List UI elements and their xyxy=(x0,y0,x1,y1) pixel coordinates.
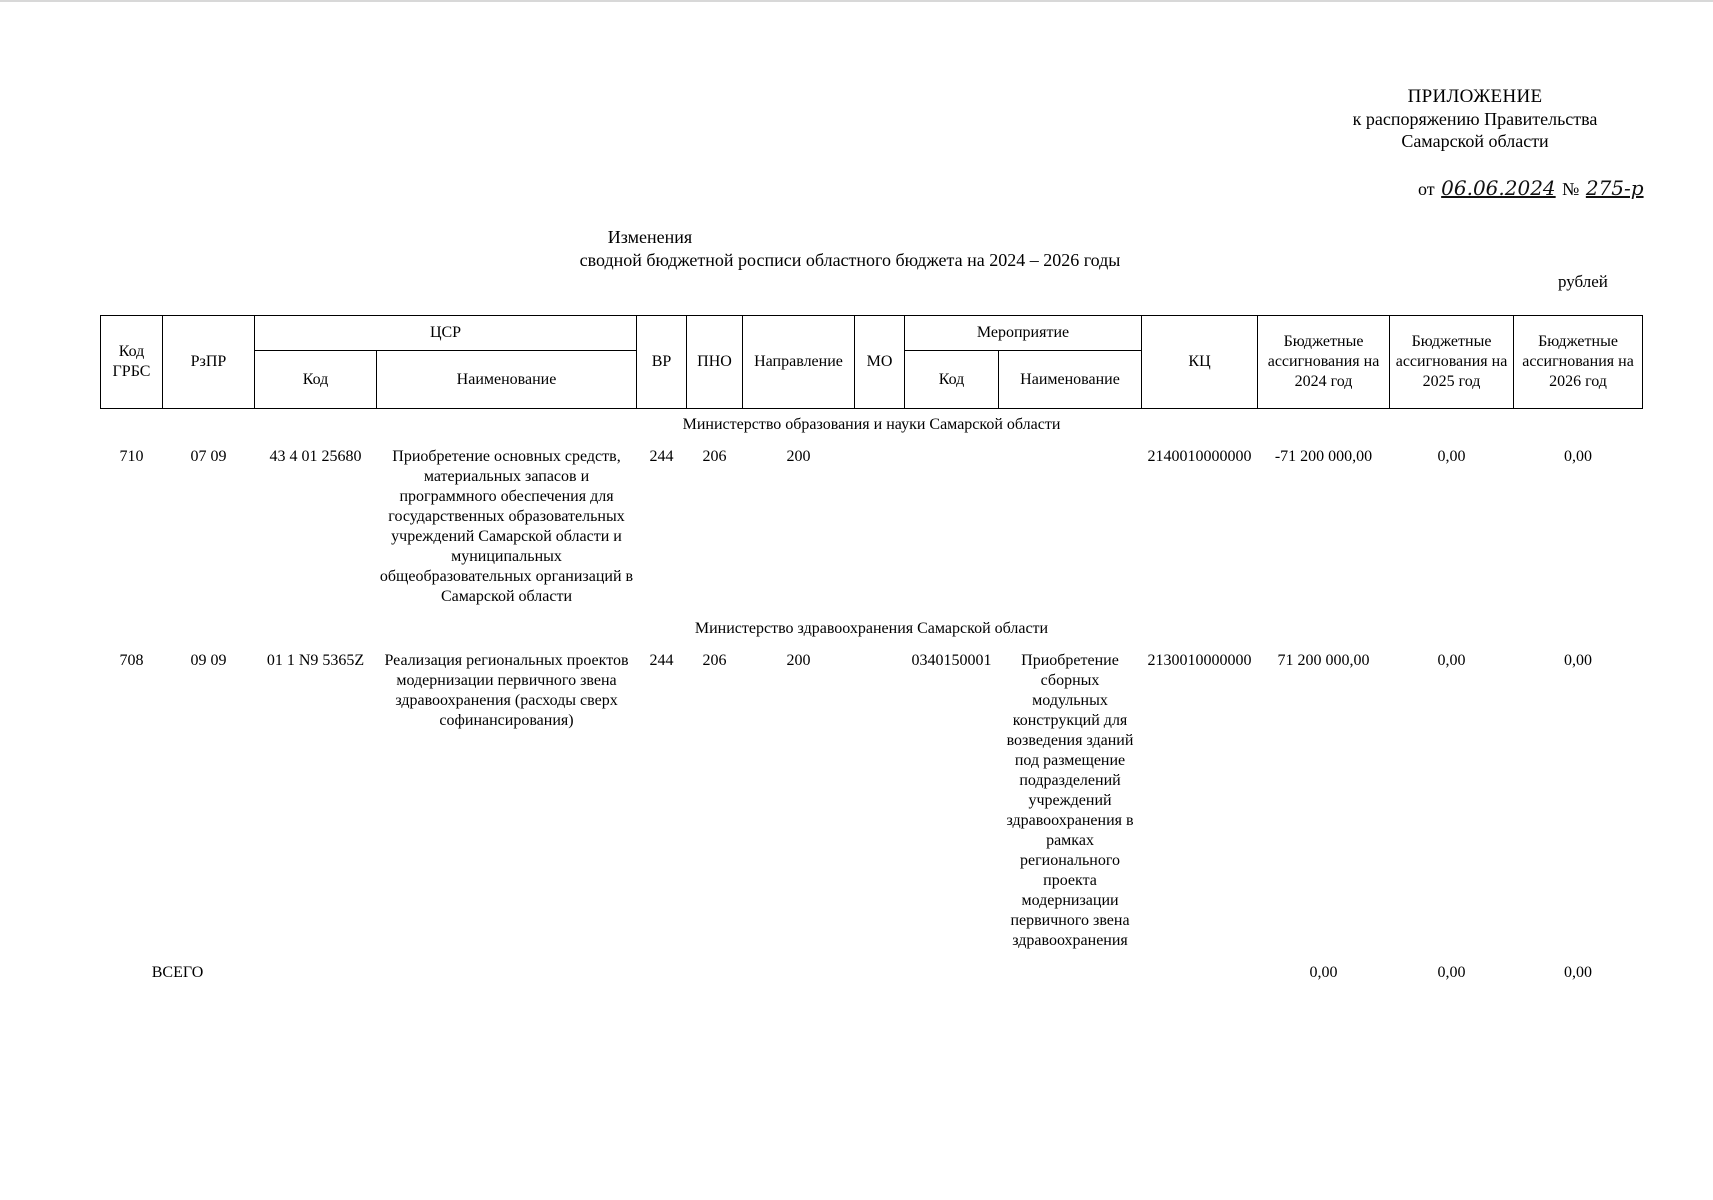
scan-edge xyxy=(0,0,1713,2)
table-row xyxy=(101,441,1643,613)
cell-kc: 2140010000000 xyxy=(1147,448,1252,465)
decree-line xyxy=(1418,176,1646,200)
total-row xyxy=(101,957,1643,989)
header-csr-code: Код xyxy=(255,351,377,409)
total-2026: 0,00 xyxy=(1564,964,1593,981)
appendix-title: ПРИЛОЖЕНИЕ xyxy=(1407,86,1543,107)
header-direction: Направление xyxy=(743,316,855,409)
cell-event-code: 0340150001 xyxy=(911,652,992,669)
header-vr: ВР xyxy=(637,316,687,409)
header-2026: Бюджетные ассигнования на 2026 год xyxy=(1514,316,1643,409)
cell-event-name: Приобретение сборных модульных конструкций для возведения зданий под размещение подразделений учреждений здравоохранения в рамках регионального проекта модернизации первичного звена здравоохранения xyxy=(1006,652,1134,949)
decree-date: 06.06.2024 xyxy=(1441,176,1556,200)
table-row xyxy=(101,645,1643,957)
document-title: Изменения xyxy=(607,227,693,247)
cell-pno: 206 xyxy=(702,448,727,465)
cell-csr-code: 01 1 N9 5365Z xyxy=(266,652,365,669)
total-2025: 0,00 xyxy=(1437,964,1466,981)
header-kc: КЦ xyxy=(1142,316,1258,409)
cell-csr-name: Реализация региональных проектов модернизации первичного звена здравоохранения (расходы сверх софинансирования) xyxy=(384,652,629,729)
table-header xyxy=(101,316,1643,409)
header-event-name: Наименование xyxy=(999,351,1142,409)
appendix-line-2: Самарской области xyxy=(1401,131,1549,151)
section-row xyxy=(101,613,1643,645)
cell-rzpr: 09 09 xyxy=(190,652,227,669)
currency-unit: рублей xyxy=(1558,272,1608,291)
header-rzpr: РзПР xyxy=(163,316,255,409)
section-row xyxy=(101,409,1643,442)
total-label: ВСЕГО xyxy=(151,964,204,981)
cell-grbs: 710 xyxy=(119,448,144,465)
cell-pno: 206 xyxy=(702,652,727,669)
cell-csr-code: 43 4 01 25680 xyxy=(269,448,362,465)
decree-number: 275-р xyxy=(1585,176,1644,200)
cell-grbs: 708 xyxy=(119,652,144,669)
header-mo: МО xyxy=(855,316,905,409)
header-pno: ПНО xyxy=(687,316,743,409)
header-csr: ЦСР xyxy=(255,316,637,351)
cell-direction: 200 xyxy=(786,448,811,465)
header-event-code: Код xyxy=(905,351,999,409)
section-title-health: Министерство здравоохранения Самарской области xyxy=(694,620,1049,637)
total-spacer xyxy=(255,957,1258,989)
cell-2025: 0,00 xyxy=(1437,652,1466,669)
cell-mo xyxy=(855,645,905,957)
number-prefix: № xyxy=(1562,179,1580,199)
date-prefix: от xyxy=(1418,179,1435,199)
cell-rzpr: 07 09 xyxy=(190,448,227,465)
cell-event-name xyxy=(999,441,1142,613)
document-subtitle: сводной бюджетной росписи областного бюджета на 2024 – 2026 годы xyxy=(579,250,1121,270)
budget-table xyxy=(100,315,1643,989)
cell-vr: 244 xyxy=(649,448,674,465)
header-csr-name: Наименование xyxy=(377,351,637,409)
header-event: Мероприятие xyxy=(905,316,1142,351)
header-2025: Бюджетные ассигнования на 2025 год xyxy=(1390,316,1514,409)
cell-event-code xyxy=(905,441,999,613)
cell-kc: 2130010000000 xyxy=(1147,652,1252,669)
appendix-block xyxy=(1315,86,1635,152)
cell-csr-name: Приобретение основных средств, материальных запасов и программного обеспечения для государственных образовательных учреждений Самарской области и муниципальных общеобразовательных организаций в Самарской области xyxy=(379,448,634,605)
appendix-line-1: к распоряжению Правительства xyxy=(1352,109,1598,129)
cell-mo xyxy=(855,441,905,613)
header-2024: Бюджетные ассигнования на 2024 год xyxy=(1258,316,1390,409)
cell-direction: 200 xyxy=(786,652,811,669)
section-title-education: Министерство образования и науки Самарской области xyxy=(682,416,1061,433)
cell-2026: 0,00 xyxy=(1564,448,1593,465)
cell-2024: 71 200 000,00 xyxy=(1277,652,1370,669)
cell-vr: 244 xyxy=(649,652,674,669)
cell-2025: 0,00 xyxy=(1437,448,1466,465)
total-2024: 0,00 xyxy=(1309,964,1338,981)
header-grbs: Код ГРБС xyxy=(101,316,163,409)
cell-2024: -71 200 000,00 xyxy=(1274,448,1373,465)
cell-2026: 0,00 xyxy=(1564,652,1593,669)
